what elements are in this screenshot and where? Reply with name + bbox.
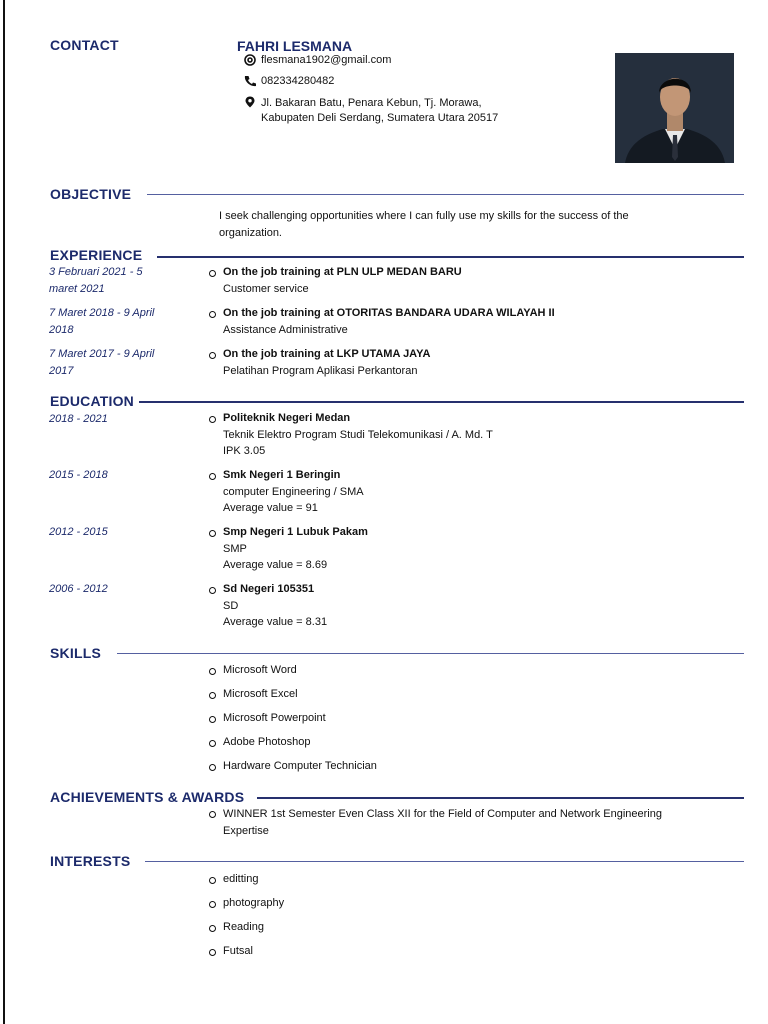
education-school: Smp Negeri 1 Lubuk Pakam <box>223 526 368 538</box>
education-score: IPK 3.05 <box>223 445 266 457</box>
experience-title: On the job training at LKP UTAMA JAYA <box>223 348 431 360</box>
interests-divider <box>145 861 744 862</box>
at-icon <box>244 54 256 66</box>
skill-label: Microsoft Word <box>223 664 297 676</box>
address-line-1: Jl. Bakaran Batu, Penara Kebun, Tj. Morawa, <box>261 97 482 109</box>
experience-detail: Customer service <box>223 283 309 295</box>
bullet-icon <box>209 764 216 771</box>
education-date: 2018 - 2021 <box>49 413 108 425</box>
bullet-icon <box>209 311 216 318</box>
education-school: Politeknik Negeri Medan <box>223 412 351 424</box>
bullet-icon <box>209 877 216 884</box>
bullet-icon <box>209 530 216 537</box>
bullet-icon <box>209 740 216 747</box>
objective-divider <box>147 194 744 195</box>
bullet-icon <box>209 473 216 480</box>
experience-title: On the job training at OTORITAS BANDARA UDARA WILAYAH II <box>223 307 555 319</box>
bullet-icon <box>209 668 216 675</box>
experience-date: maret 2021 <box>49 283 105 295</box>
objective-heading: OBJECTIVE <box>50 186 132 202</box>
address-line-2: Kabupaten Deli Serdang, Sumatera Utara 20517 <box>261 112 499 124</box>
location-pin-icon <box>244 96 256 108</box>
education-school: Smk Negeri 1 Beringin <box>223 469 341 481</box>
skills-heading: SKILLS <box>50 645 101 661</box>
education-program: SMP <box>223 543 247 555</box>
phone-icon <box>244 75 256 87</box>
skill-label: Adobe Photoshop <box>223 736 311 748</box>
person-name: FAHRI LESMANA <box>237 38 353 54</box>
experience-date: 2018 <box>49 324 74 336</box>
education-school: Sd Negeri 105351 <box>223 583 315 595</box>
objective-line-1: I seek challenging opportunities where I can fully use my skills for the success of the <box>219 210 629 222</box>
bullet-icon <box>209 811 216 818</box>
achievements-divider <box>257 797 744 799</box>
bullet-icon <box>209 587 216 594</box>
contact-heading: CONTACT <box>50 37 119 53</box>
interest-label: Reading <box>223 921 264 933</box>
experience-date: 7 Maret 2017 - 9 April <box>49 348 155 360</box>
education-date: 2012 - 2015 <box>49 526 108 538</box>
education-date: 2015 - 2018 <box>49 469 108 481</box>
bullet-icon <box>209 352 216 359</box>
experience-date: 7 Maret 2018 - 9 April <box>49 307 155 319</box>
skills-divider <box>117 653 744 654</box>
achievements-heading: ACHIEVEMENTS & AWARDS <box>50 789 245 805</box>
bullet-icon <box>209 692 216 699</box>
education-program: SD <box>223 600 239 612</box>
bullet-icon <box>209 925 216 932</box>
education-date: 2006 - 2012 <box>49 583 108 595</box>
education-heading: EDUCATION <box>50 393 134 409</box>
skill-label: Hardware Computer Technician <box>223 760 377 772</box>
experience-heading: EXPERIENCE <box>50 247 143 263</box>
interest-label: photography <box>223 897 285 909</box>
experience-title: On the job training at PLN ULP MEDAN BARU <box>223 266 462 278</box>
bullet-icon <box>209 901 216 908</box>
education-program: computer Engineering / SMA <box>223 486 364 498</box>
bullet-icon <box>209 270 216 277</box>
education-score: Average value = 8.31 <box>223 616 328 628</box>
bullet-icon <box>209 949 216 956</box>
profile-photo <box>615 53 734 163</box>
bullet-icon <box>209 716 216 723</box>
page-border <box>3 0 5 1024</box>
interest-label: Futsal <box>223 945 253 957</box>
skill-label: Microsoft Excel <box>223 688 298 700</box>
education-divider <box>139 401 744 403</box>
experience-detail: Assistance Administrative <box>223 324 348 336</box>
email-text: flesmana1902@gmail.com <box>261 54 392 66</box>
objective-line-2: organization. <box>219 227 282 239</box>
interests-heading: INTERESTS <box>50 853 131 869</box>
experience-date: 2017 <box>49 365 74 377</box>
interest-label: editting <box>223 873 259 885</box>
bullet-icon <box>209 416 216 423</box>
skill-label: Microsoft Powerpoint <box>223 712 326 724</box>
education-score: Average value = 8.69 <box>223 559 328 571</box>
education-score: Average value = 91 <box>223 502 318 514</box>
achievement-line-1: WINNER 1st Semester Even Class XII for the Field of Computer and Network Engineering <box>223 808 662 820</box>
experience-detail: Pelatihan Program Aplikasi Perkantoran <box>223 365 418 377</box>
experience-date: 3 Februari 2021 - 5 <box>49 266 143 278</box>
education-program: Teknik Elektro Program Studi Telekomunikasi / A. Md. T <box>223 429 493 441</box>
phone-text: 082334280482 <box>261 75 335 87</box>
achievement-line-2: Expertise <box>223 825 269 837</box>
experience-divider <box>157 256 744 258</box>
